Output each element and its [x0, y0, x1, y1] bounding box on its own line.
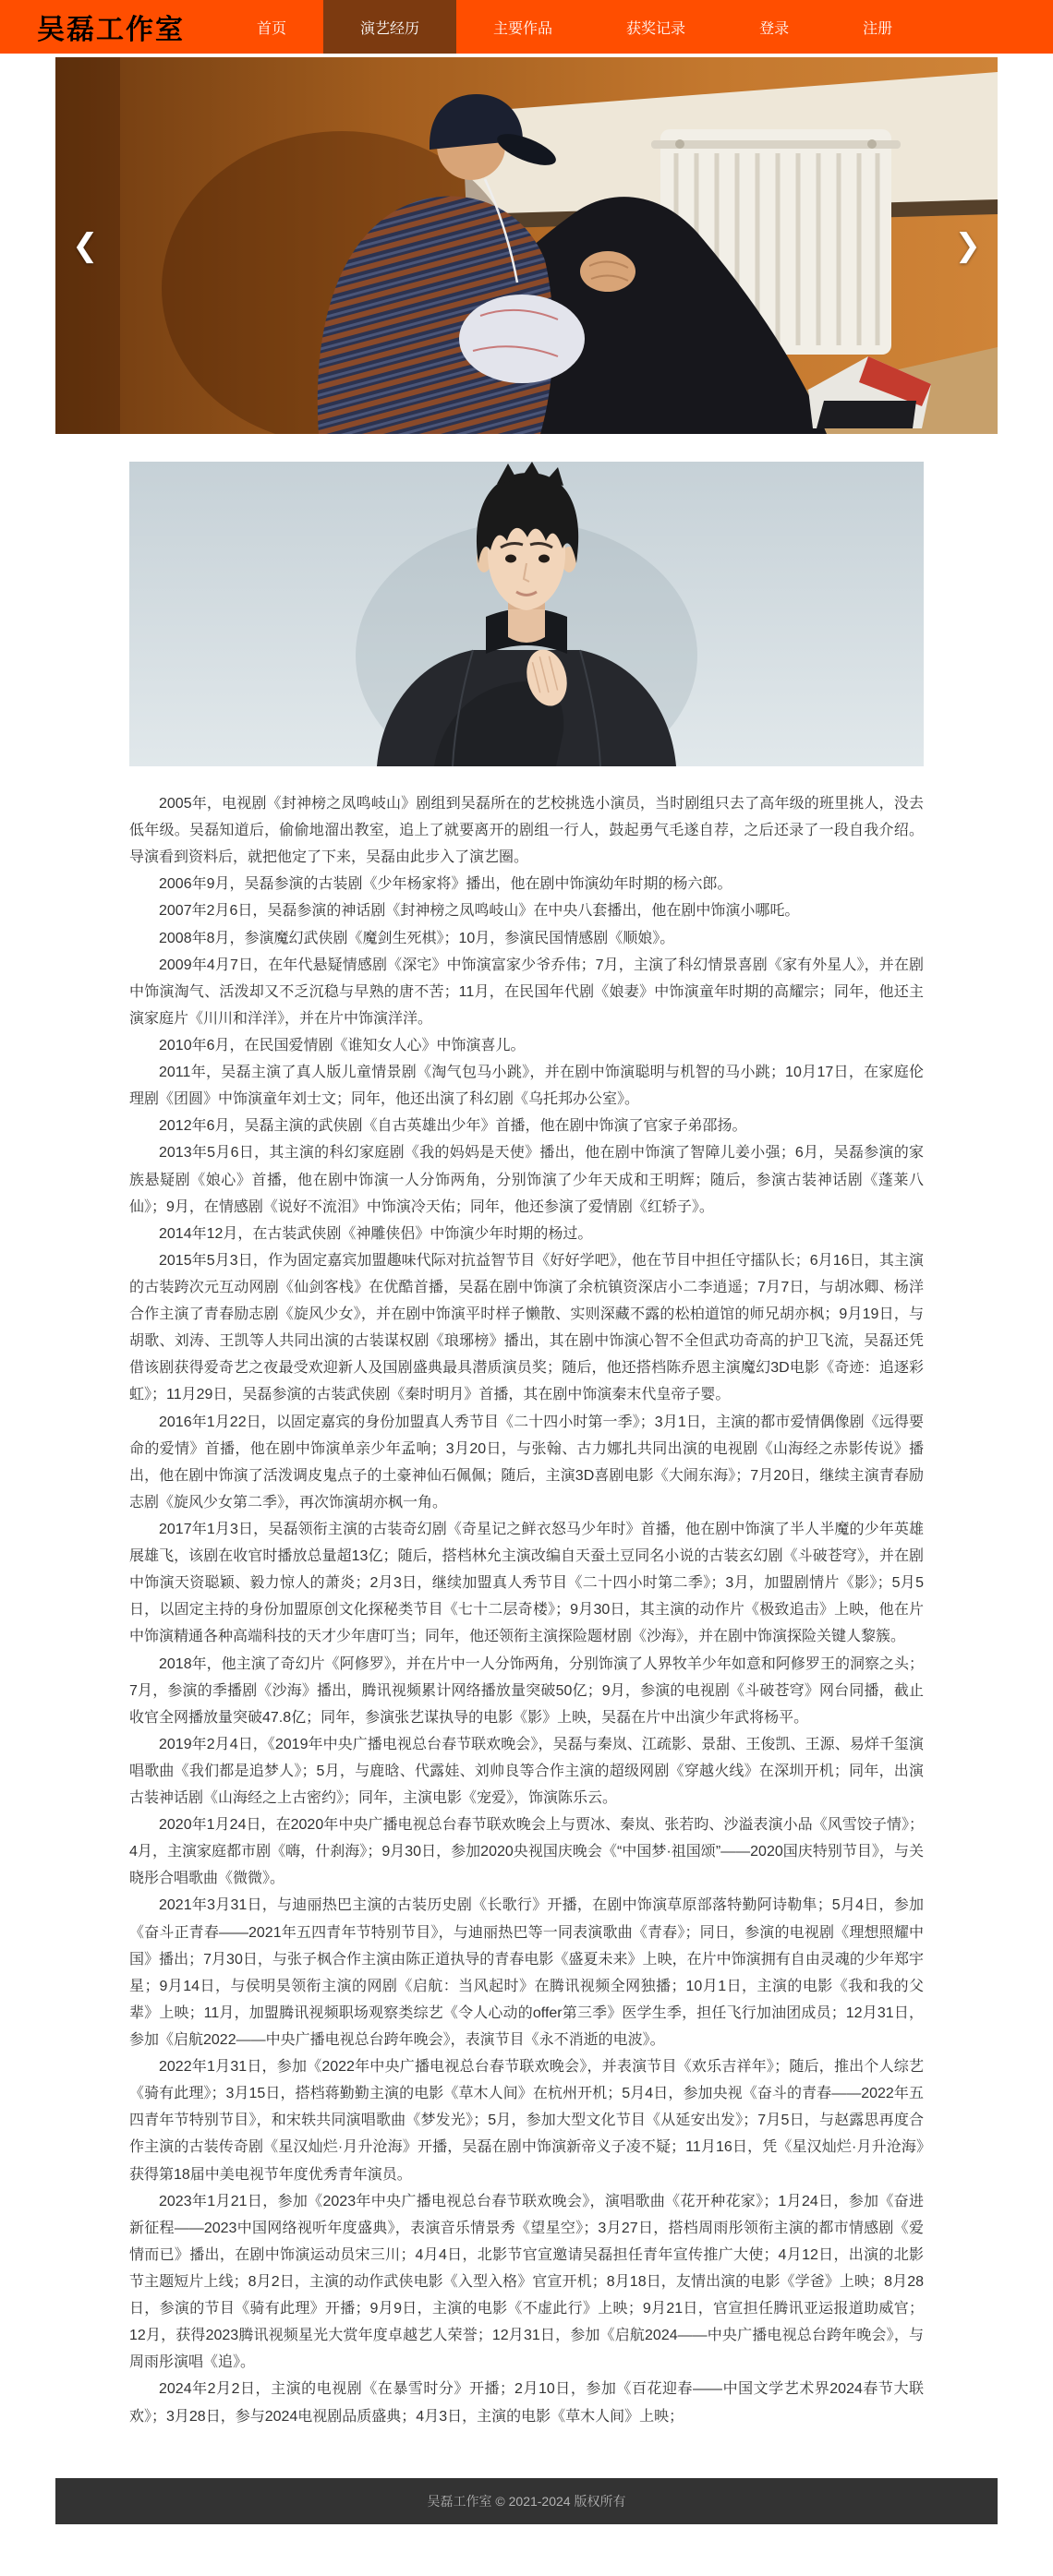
bio-paragraph: 2019年2月4日，《2019年中央广播电视总台春节联欢晚会》，吴磊与秦岚、江疏影、景甜、王俊凯、王源、易烊千玺演唱歌曲《我们都是追梦人》；5月，与鹿晗、代露娃、刘帅良等合作主演的超级网剧《穿越火线》在深圳开机；同年，出演古装神话剧《山海经之上古密约》；同年，主演电影《宠爱》，饰演陈乐云。 — [129, 1736, 924, 1807]
hero-carousel — [55, 57, 998, 434]
nav-item-register[interactable]: 注册 — [863, 20, 893, 37]
bio-paragraph: 2011年，吴磊主演了真人版儿童情景剧《淘气包马小跳》，并在剧中饰演聪明与机智的马小跳；10月17日，在家庭伦理剧《团圆》中饰演童年刘士文；同年，他还出演了科幻剧《乌托邦办公室》。 — [129, 1065, 924, 1108]
bio-paragraph: 2012年6月，吴磊主演的武侠剧《自古英雄出少年》首播，他在剧中饰演了官家子弟邵扬。 — [159, 1118, 747, 1135]
carousel-prev-button[interactable] — [63, 224, 108, 267]
bio-paragraph: 2010年6月，在民国爱情剧《谁知女人心》中饰演喜儿。 — [159, 1037, 526, 1053]
bio-paragraph: 2020年1月24日，在2020年中央广播电视总台春节联欢晚会上与贾冰、秦岚、张若昀、沙溢表演小品《风雪饺子情》；4月，主演家庭都市剧《嗨，什刹海》；9月30日，参加2020央视国庆晚会《“中国梦·祖国颂”——2020国庆特别节目》，与关晓彤合唱歌曲《微微》。 — [129, 1817, 924, 1887]
bio-paragraph: 2006年9月，吴磊参演的古装剧《少年杨家将》播出，他在剧中饰演幼年时期的杨六郎。 — [159, 876, 732, 893]
bio-paragraph: 2007年2月6日，吴磊参演的神话剧《封神榜之凤鸣岐山》在中央八套播出，他在剧中饰演小哪吒。 — [159, 903, 800, 920]
site-header — [0, 0, 1053, 54]
portrait-photo — [129, 462, 924, 766]
bio-paragraph: 2018年，他主演了奇幻片《阿修罗》，并在片中一人分饰两角，分别饰演了人界牧羊少年如意和阿修罗王的洞察之头；7月，参演的季播剧《沙海》播出，腾讯视频累计网络播放量突破50亿；9月，参演的电视剧《斗破苍穹》网台同播，截止收官全网播放量突破47.8亿；同年，参演张艺谋执导的电影《影》上映，吴磊在片中出演少年武将杨平。 — [129, 1655, 924, 1726]
nav-item-experience[interactable]: 演艺经历 — [323, 0, 456, 54]
bio-paragraph: 2016年1月22日，以固定嘉宾的身份加盟真人秀节目《二十四小时第一季》；3月1日，主演的都市爱情偶像剧《远得要命的爱情》首播，他在剧中饰演单亲少年孟响；3月20日，与张翰、古力娜扎共同出演的电视剧《山海经之赤影传说》播出，他在剧中饰演了活泼调皮鬼点子的土豪神仙石佩佩；随后，主演3D喜剧电影《大闹东海》；7月20日，继续主演青春励志剧《旋风少女第二季》，再次饰演胡亦枫一角。 — [129, 1414, 924, 1511]
bio-paragraph: 2021年3月31日，与迪丽热巴主演的古装历史剧《长歌行》开播，在剧中饰演草原部落特勤阿诗勒隼；5月4日，参加《奋斗正青春——2021年五四青年节特别节目》，与迪丽热巴等一同表演歌曲《青春》；同日，参演的电视剧《理想照耀中国》播出；7月30日，与张子枫合作主演由陈正道执导的青春电影《盛夏未来》上映，在片中饰演拥有自由灵魂的少年郑宇星；9月14日，与侯明昊领衔主演的网剧《启航：当风起时》在腾讯视频全网独播；10月1日，主演的电影《我和我的父辈》上映；11月，加盟腾讯视频职场观察类综艺《令人心动的offer第三季》医学生季，担任飞行加油团成员；12月31日，参加《启航2022——中央广播电视总台跨年晚会》，表演节目《永不消逝的电波》。 — [129, 1897, 924, 2049]
carousel-next-button[interactable] — [946, 224, 991, 267]
bio-paragraph: 2017年1月3日，吴磊领衔主演的古装奇幻剧《奇星记之鲜衣怒马少年时》首播，他在剧中饰演了半人半魔的少年英雄展雄飞，该剧在收官时播放总量超13亿；随后，搭档林允主演改编自天蚕土豆同名小说的古装玄幻剧《斗破苍穹》，并在剧中饰演天资聪颖、毅力惊人的萧炎；2月3日，继续加盟真人秀节目《二十四小时第二季》；3月，加盟剧情片《影》；5月5日，以固定主持的身份加盟原创文化探秘类节目《七十二层奇楼》；9月30日，其主演的动作片《极致追击》上映，他在片中饰演精通各种高端科技的天才少年唐叮当；同年，他还领衔主演探险题材剧《沙海》，并在剧中饰演探险关键人黎簇。 — [129, 1521, 924, 1645]
copyright-text: 吴磊工作室 © 2021-2024 版权所有 — [427, 2493, 626, 2509]
bio-paragraph: 2022年1月31日，参加《2022年中央广播电视总台春节联欢晚会》，并表演节目《欢乐吉祥年》；随后，推出个人综艺《骑有此理》；3月15日，搭档蒋勤勤主演的电影《草木人间》在杭州开机；5月4日，参加央视《奋斗的青春——2022年五四青年节特别节目》，和宋轶共同演唱歌曲《梦发光》；5月，参加大型文化节目《从延安出发》；7月5日，与赵露思再度合作主演的古装传奇剧《星汉灿烂·月升沧海》开播，吴磊在剧中饰演新帝义子凌不疑；11月16日，凭《星汉灿烂·月升沧海》获得第18届中美电视节年度优秀青年演员。 — [129, 2059, 924, 2183]
nav-item-login[interactable]: 登录 — [759, 20, 790, 37]
nav-item-works[interactable]: 主要作品 — [493, 20, 553, 37]
site-title: 吴磊工作室 — [37, 15, 185, 45]
bio-paragraph: 2008年8月，参演魔幻武侠剧《魔剑生死棋》；10月，参演民国情感剧《顺娘》。 — [159, 930, 675, 946]
bio-paragraph: 2015年5月3日，作为固定嘉宾加盟趣味代际对抗益智节目《好好学吧》，他在节目中担任守擂队长；6月16日，其主演的古装跨次元互动网剧《仙剑客栈》在优酷首播，吴磊在剧中饰演了余杭镇资深店小二李逍遥；7月7日，与胡冰卿、杨洋合作主演了青春励志剧《旋风少女》，并在剧中饰演平时样子懒散、实则深藏不露的松柏道馆的师兄胡亦枫；9月19日，与胡歌、刘涛、王凯等人共同出演的古装谋权剧《琅琊榜》播出，其在剧中饰演心智不全但武功奇高的护卫飞流，吴磊还凭借该剧获得爱奇艺之夜最受欢迎新人及国剧盛典最具潜质演员奖；随后，他还搭档陈乔恩主演魔幻3D电影《奇迹：追逐彩虹》；11月29日，吴磊参演的古装武侠剧《秦时明月》首播，其在剧中饰演秦末代皇帝子婴。 — [129, 1252, 924, 1403]
chevron-right-icon: ❯ — [954, 227, 981, 264]
site-footer — [55, 2478, 998, 2524]
bio-paragraph: 2024年2月2日，主演的电视剧《在暴雪时分》开播；2月10日，参加《百花迎春——中国文学艺术界2024春节大联欢》；3月28日，参与2024电视剧品质盛典；4月3日，主演的电影《草木人间》上映； — [129, 2381, 924, 2425]
nav-item-awards[interactable]: 获奖记录 — [626, 20, 686, 37]
bio-paragraph: 2009年4月7日，在年代悬疑情感剧《深宅》中饰演富家少爷乔伟；7月，主演了科幻情景喜剧《家有外星人》，并在剧中饰演淘气、活泼却又不乏沉稳与早熟的唐不苦；11月，在民国年代剧《娘妻》中饰演童年时期的高耀宗；同年，他还主演家庭片《川川和洋洋》，并在片中饰演洋洋。 — [129, 957, 924, 1027]
bio-paragraph: 2013年5月6日，其主演的科幻家庭剧《我的妈妈是天使》播出，他在剧中饰演了智障儿姜小强；6月，吴磊参演的家族悬疑剧《娘心》首播，他在剧中饰演一人分饰两角，分别饰演了少年天成和王明辉；随后，参演古装神话剧《蓬莱八仙》；9月，在情感剧《说好不流泪》中饰演冷天佑；同年，他还参演了爱情剧《红轿子》。 — [129, 1145, 924, 1215]
carousel-slide-photo — [55, 57, 998, 434]
nav-item-home[interactable]: 首页 — [257, 20, 287, 37]
chevron-left-icon: ❮ — [72, 227, 99, 264]
bio-paragraph: 2023年1月21日，参加《2023年中央广播电视总台春节联欢晚会》，演唱歌曲《花开种花家》；1月24日，参加《奋进新征程——2023中国网络视听年度盛典》，表演音乐情景秀《望星空》；3月27日，搭档周雨彤领衔主演的都市情感剧《爱情而已》播出，在剧中饰演运动员宋三川；4月4日，北影节官宣邀请吴磊担任青年宣传推广大使；4月12日，出演的北影节主题短片上线；8月2日，主演的动作武侠电影《入型入格》官宣开机；8月18日，友情出演的电影《学爸》上映；8月28日，参演的节目《骑有此理》开播；9月9日，主演的电影《不虚此行》上映；9月21日，官宣担任腾讯亚运报道助威官；12月，获得2023腾讯视频星光大赏年度卓越艺人荣誉；12月31日，参加《启航2024——中央广播电视总台跨年晚会》，与周雨彤演唱《追》。 — [129, 2193, 924, 2371]
bio-paragraph: 2014年12月，在古装武侠剧《神雕侠侣》中饰演少年时期的杨过。 — [159, 1225, 593, 1242]
portrait-image — [129, 462, 924, 766]
bio-paragraph: 2005年，电视剧《封神榜之凤鸣岐山》剧组到吴磊所在的艺校挑选小演员，当时剧组只去了高年级的班里挑人，没去低年级。吴磊知道后，偷偷地溜出教室，追上了就要离开的剧组一行人，鼓起勇气毛遂自荐，之后还录了一段自我介绍。导演看到资料后，就把他定了下来，吴磊由此步入了演艺圈。 — [129, 796, 924, 866]
main-nav — [220, 0, 929, 54]
biography-section — [129, 790, 924, 2430]
